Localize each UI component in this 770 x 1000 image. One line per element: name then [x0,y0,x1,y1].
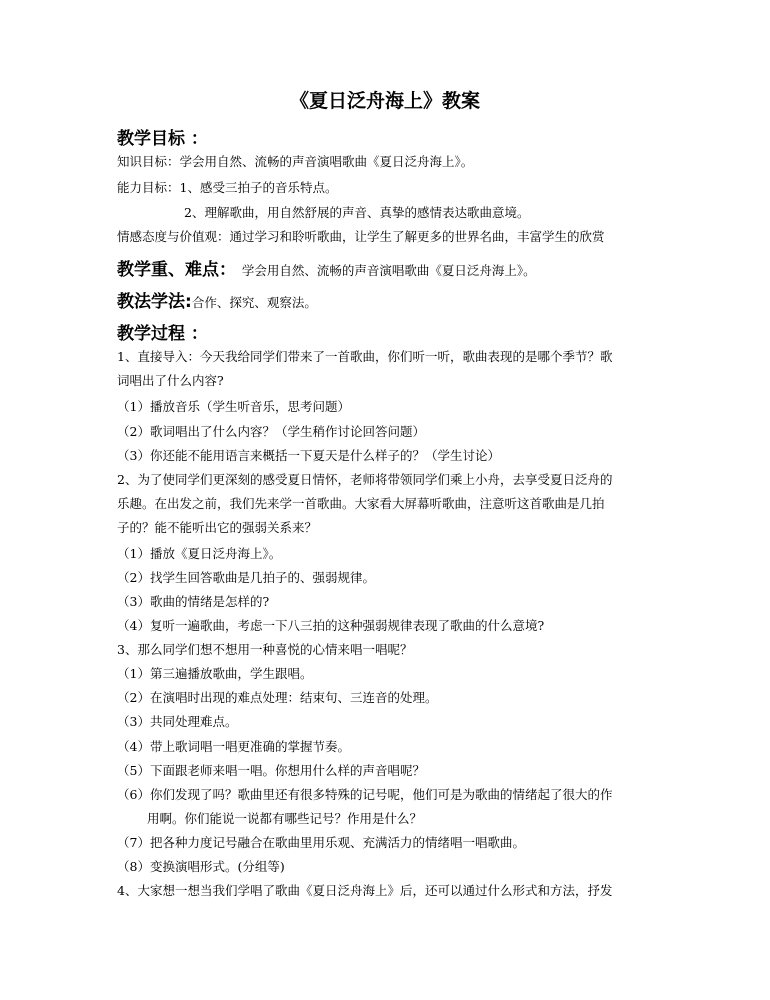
process-line: （4）复听一遍歌曲，考虑一下八三拍的这种强弱规律表现了歌曲的什么意境? [117,618,545,633]
process-line: （1）第三遍播放歌曲，学生跟唱。 [117,666,313,681]
ability-objective-2: 2、理解歌曲，用自然舒展的声音、真挚的感情表达歌曲意境。 [184,205,530,220]
process-line: （2）歌词唱出了什么内容？（学生稍作讨论回答问题） [117,424,425,439]
process-line: （4）带上歌词唱一唱更准确的掌握节奏。 [117,739,350,754]
process-line: （2）在演唱时出现的难点处理：结束句、三连音的处理。 [117,690,438,705]
emotion-objective: 情感态度与价值观：通过学习和聆听歌曲，让学生了解更多的世界名曲，丰富学生的欣赏 [117,229,605,244]
process-line: （6）你们发现了吗？歌曲里还有很多特殊的记号呢，他们可是为歌曲的情绪起了很大的作 [117,787,613,802]
methods-text: 合作、探究、观察法。 [191,295,317,310]
process-line: （3）歌曲的情绪是怎样的? [117,594,270,609]
process-line: （1）播放《夏日泛舟海上》。 [117,546,282,561]
process-line: （3）你还能不能用语言来概括一下夏天是什么样子的？（学生讨论） [117,448,500,463]
methods-section [117,287,317,312]
process-line: 用啊。你们能说一说都有哪些记号？作用是什么？ [147,811,423,826]
process-line: 子的？能不能听出它的强弱关系来？ [117,520,318,535]
knowledge-objective: 知识目标：学会用自然、流畅的声音演唱歌曲《夏日泛舟海上》。 [117,154,474,169]
process-line: 3、那么同学们想不想用一种喜悦的心情来唱一唱呢？ [117,642,413,657]
process-line: （1）播放音乐（学生听音乐，思考问题） [117,399,350,414]
process-line: 乐趣。在出发之前，我们先来学一首歌曲。大家看大屏幕听歌曲，注意听这首歌曲是几拍 [117,496,605,511]
methods-heading: 教法学法: [117,292,192,312]
ability-objective-1: 能力目标：1、感受三拍子的音乐特点。 [117,180,338,195]
process-line: （2）找学生回答歌曲是几拍子的、强弱规律。 [117,570,375,585]
process-line: （5）下面跟老师来唱一唱。你想用什么样的声音唱呢？ [117,763,425,778]
key-points-section [117,255,536,280]
process-line: 1、直接导入：今天我给同学们带来了一首歌曲，你们听一听，歌曲表现的是哪个季节？歌 [117,349,613,364]
document-title: 《夏日泛舟海上》教案 [289,90,480,112]
process-line: （3）共同处理难点。 [117,714,238,729]
process-line: 2、为了使同学们更深刻的感受夏日情怀，老师将带领同学们乘上小舟，去享受夏日泛舟的 [117,472,613,487]
process-heading: 教学过程 ： [117,324,208,344]
key-points-heading: 教学重、难点： [117,260,236,280]
process-line: 词唱出了什么内容? [117,373,224,388]
process-line: 4、大家想一想当我们学唱了歌曲《夏日泛舟海上》后，还可以通过什么形式和方法，抒发 [117,883,613,898]
key-points-text: 学会用自然、流畅的声音演唱歌曲《夏日泛舟海上》。 [241,263,536,278]
process-line: （7）把各种力度记号融合在歌曲里用乐观、充满活力的情绪唱一唱歌曲。 [117,835,525,850]
process-line: （8）变换演唱形式。(分组等) [117,859,285,874]
objectives-heading: 教学目标 ： [117,129,208,149]
